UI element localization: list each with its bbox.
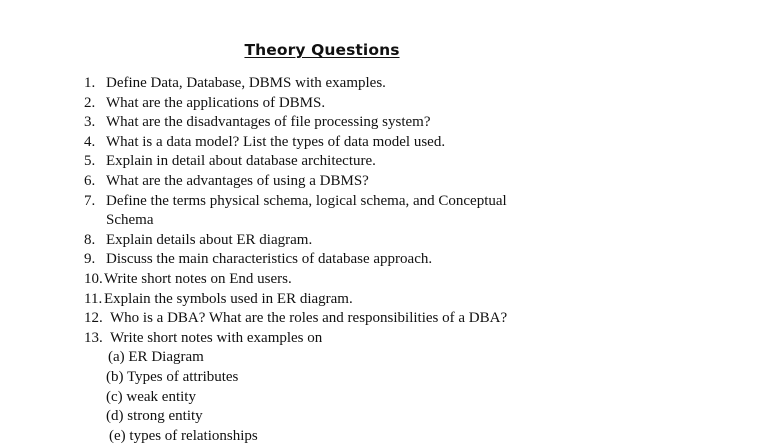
question-text: What are the advantages of using a DBMS? <box>106 173 369 189</box>
question-item <box>84 309 554 329</box>
question-text: Explain the symbols used in ER diagram. <box>104 290 353 307</box>
question-text: Define the terms physical schema, logical schema, and Conceptual <box>106 192 507 209</box>
question-continuation <box>84 211 576 231</box>
question-item <box>84 270 554 290</box>
question-item <box>84 113 554 133</box>
question-number: 3. <box>84 114 96 131</box>
question-number: 2. <box>84 94 96 111</box>
question-number: 9. <box>84 251 96 268</box>
question-number: 7. <box>84 192 96 209</box>
question-number: 6. <box>84 173 96 189</box>
subitem: (e) types of relationships <box>109 427 258 444</box>
question-item <box>84 290 554 310</box>
question-item <box>84 74 554 94</box>
question-number: 5. <box>84 153 96 170</box>
question-item <box>84 250 554 270</box>
question-number: 13. <box>84 329 103 346</box>
question-item <box>84 231 554 251</box>
question-number: 4. <box>84 133 96 150</box>
question-text: Explain in detail about database architecture. <box>106 153 376 170</box>
question-item <box>84 172 554 192</box>
subitem: (c) weak entity <box>106 388 196 405</box>
question-text: What is a data model? List the types of data model used. <box>106 133 446 150</box>
question-text: What are the disadvantages of file processing system? <box>106 114 431 131</box>
subitem: (a) ER Diagram <box>108 349 204 366</box>
question-text: Define Data, Database, DBMS with examples. <box>106 75 386 91</box>
question-text: Discuss the main characteristics of database approach. <box>106 251 433 268</box>
question-text: What are the applications of DBMS. <box>106 94 326 111</box>
question-number: 11. <box>84 290 103 307</box>
question-number: 12. <box>84 310 103 327</box>
question-item <box>84 133 554 153</box>
question-item <box>84 152 554 172</box>
subitem: (d) strong entity <box>106 408 203 425</box>
question-text: Write short notes with examples on <box>110 329 323 346</box>
question-number: 1. <box>84 75 96 91</box>
question-item <box>84 329 554 349</box>
question-number: 8. <box>84 231 96 248</box>
question-text: Who is a DBA? What are the roles and responsibilities of a DBA? <box>110 310 508 327</box>
question-number: 10. <box>84 271 103 287</box>
question-text: Explain details about ER diagram. <box>106 231 313 248</box>
question-text: Write short notes on End users. <box>104 271 292 287</box>
question-item <box>84 94 554 114</box>
question-item <box>84 192 554 212</box>
page-title: Theory Questions <box>244 41 400 59</box>
question-text-continuation: Schema <box>106 212 154 229</box>
subitem: (b) Types of attributes <box>106 369 239 385</box>
